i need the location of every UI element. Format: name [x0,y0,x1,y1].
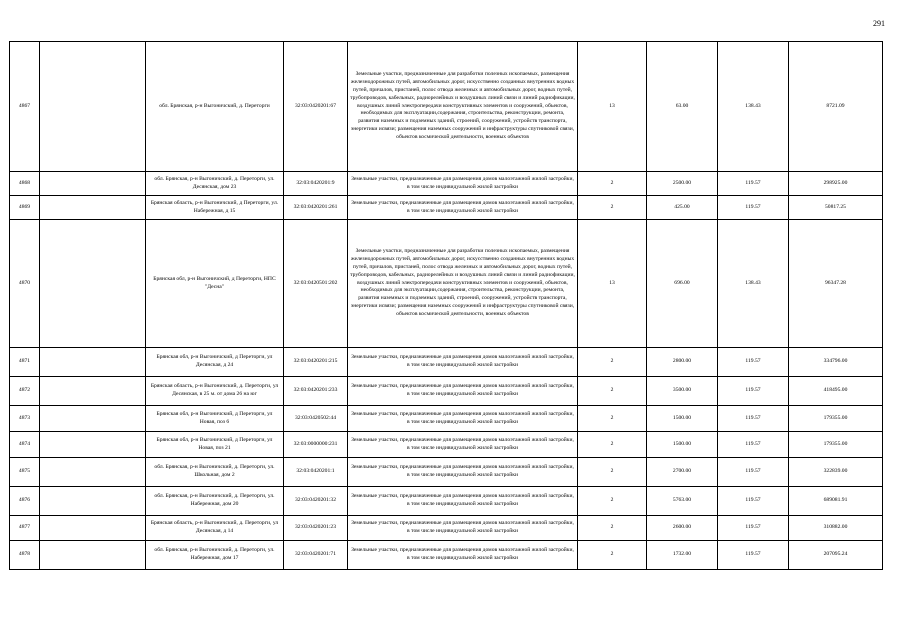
blank-cell [40,377,146,406]
cadastral-value-cell: 322839.00 [789,458,883,487]
land-use-cell: Земельные участки, предназначенные для размещения домов малоэтажной жилой застройки, в том числе индивидуальной жилой застройки [348,458,578,487]
use-code-cell: 2 [578,172,647,196]
unit-value-cell: 119.57 [718,458,789,487]
cadastral-number-cell: 32:03:0420201:233 [284,377,348,406]
row-number: 4875 [10,458,40,487]
cadastral-number-cell: 32:03:0420201:23 [284,516,348,541]
area-cell: 1500.00 [647,406,718,432]
cadastral-number-cell: 32:03:0420201:261 [284,196,348,220]
table-row [10,541,883,570]
address-cell: Брянская обл, р-н Выгоничский, д Переторги, ул Новая, поз 21 [146,432,284,458]
land-use-cell: Земельные участки, предназначенные для размещения домов малоэтажной жилой застройки, в том числе индивидуальной жилой застройки [348,348,578,377]
address-cell: Брянская область, р-н Выгоничский, д Переторги, ул. Набережная, д 15 [146,196,284,220]
use-code-cell: 13 [578,220,647,348]
unit-value-cell: 119.57 [718,406,789,432]
cadastral-value-cell: 179355.00 [789,432,883,458]
row-number: 4873 [10,406,40,432]
table-row [10,487,883,516]
cadastral-value-cell: 310882.00 [789,516,883,541]
cadastral-value-cell: 96347.28 [789,220,883,348]
cadastral-number-cell: 32:03:0420201:1 [284,458,348,487]
row-number: 4870 [10,220,40,348]
blank-cell [40,42,146,172]
row-number: 4871 [10,348,40,377]
address-cell: обл. Брянская, р-н Выгоничский, д. Переторги [146,42,284,172]
land-use-cell: Земельные участки, предназначенные для разработки полезных ископаемых, размещения железнодорожных путей, автомобильных дорог, искусственно созданных внутренних водных путей, причалов, пристаней, полос отвода железных и автомобильных дорог, водных путей, трубопроводов, кабельных, радиорелейных и воздушных линий связи и линий радиофикации, воздушных линий электропередачи конструктивных элементов и сооружений, объектов, необходимых для эксплуатации,содержания, строительства, реконструкции, ремонта, развития наземных и подземных зданий, строений, сооружений, устройств транспорта, энергетики исвязи; размещения наземных сооружений и инфраструктуры спутниковой связи, объектов космической деятельности, военных объектов [348,42,578,172]
area-cell: 2500.00 [647,172,718,196]
table-row [10,458,883,487]
blank-cell [40,172,146,196]
blank-cell [40,516,146,541]
land-use-cell: Земельные участки, предназначенные для размещения домов малоэтажной жилой застройки, в том числе индивидуальной жилой застройки [348,541,578,570]
table-row [10,406,883,432]
table-row [10,172,883,196]
row-number: 4876 [10,487,40,516]
use-code-cell: 2 [578,406,647,432]
blank-cell [40,432,146,458]
unit-value-cell: 138.43 [718,42,789,172]
land-use-cell: Земельные участки, предназначенные для размещения домов малоэтажной жилой застройки, в том числе индивидуальной жилой застройки [348,172,578,196]
page-number: 291 [873,19,885,28]
blank-cell [40,196,146,220]
blank-cell [40,487,146,516]
row-number: 4869 [10,196,40,220]
table-row [10,196,883,220]
unit-value-cell: 119.57 [718,348,789,377]
address-cell: Брянская область, р-н Выгоничский, д. Переторги, ул Десянская, в 25 м. от дома 26 на юг [146,377,284,406]
unit-value-cell: 119.57 [718,377,789,406]
blank-cell [40,458,146,487]
cadastral-number-cell: 32:03:0000000:231 [284,432,348,458]
unit-value-cell: 119.57 [718,432,789,458]
cadastral-number-cell: 32:03:0420501:202 [284,220,348,348]
cadastral-value-cell: 50817.25 [789,196,883,220]
unit-value-cell: 119.57 [718,196,789,220]
table-row [10,432,883,458]
cadastral-value-cell: 8721.09 [789,42,883,172]
area-cell: 3500.00 [647,377,718,406]
land-use-cell: Земельные участки, предназначенные для разработки полезных ископаемых, размещения железнодорожных путей, автомобильных дорог, искусственно созданных внутренних водных путей, причалов, пристаней, полос отвода железных и автомобильных дорог, водных путей, трубопроводов, кабельных, радиорелейных и воздушных линий связи и линий радиофикации, воздушных линий электропередачи конструктивных элементов и сооружений, объектов, необходимых для эксплуатации,содержания, строительства, реконструкции, ремонта, развития наземных и подземных зданий, строений, сооружений, устройств транспорта, энергетики исвязи; размещения наземных сооружений и инфраструктуры спутниковой связи, объектов космической деятельности, военных объектов [348,220,578,348]
cadastral-value-table [9,41,883,570]
area-cell: 2600.00 [647,516,718,541]
unit-value-cell: 138.43 [718,220,789,348]
cadastral-number-cell: 32:03:0420201:215 [284,348,348,377]
use-code-cell: 2 [578,196,647,220]
blank-cell [40,348,146,377]
area-cell: 1500.00 [647,432,718,458]
table-row [10,516,883,541]
blank-cell [40,220,146,348]
cadastral-number-cell: 32:03:0420201:32 [284,487,348,516]
area-cell: 2800.00 [647,348,718,377]
unit-value-cell: 119.57 [718,516,789,541]
address-cell: Брянская обл, р-н Выгоничский, д Переторги, ул Новая, поз 6 [146,406,284,432]
use-code-cell: 2 [578,348,647,377]
area-cell: 425.00 [647,196,718,220]
row-number: 4878 [10,541,40,570]
row-number: 4872 [10,377,40,406]
use-code-cell: 13 [578,42,647,172]
unit-value-cell: 119.57 [718,487,789,516]
area-cell: 63.00 [647,42,718,172]
use-code-cell: 2 [578,487,647,516]
land-use-cell: Земельные участки, предназначенные для размещения домов малоэтажной жилой застройки, в том числе индивидуальной жилой застройки [348,377,578,406]
cadastral-value-cell: 689081.91 [789,487,883,516]
cadastral-value-cell: 298925.00 [789,172,883,196]
cadastral-number-cell: 32:03:0420502:44 [284,406,348,432]
use-code-cell: 2 [578,541,647,570]
table-row [10,377,883,406]
area-cell: 1732.00 [647,541,718,570]
use-code-cell: 2 [578,458,647,487]
area-cell: 696.00 [647,220,718,348]
table-row [10,220,883,348]
cadastral-number-cell: 32:03:0420201:9 [284,172,348,196]
cadastral-value-cell: 207095.24 [789,541,883,570]
address-cell: обл. Брянская, р-н Выгоничский, д. Переторги, ул. Набережная, дом 17 [146,541,284,570]
address-cell: Брянская область, р-н Выгоничский, д. Переторги, ул Десянская, д 14 [146,516,284,541]
cadastral-value-cell: 418495.00 [789,377,883,406]
table-row [10,348,883,377]
cadastral-value-cell: 334796.00 [789,348,883,377]
address-cell: обл. Брянская, р-н Выгоничский, д. Переторги, ул. Десянская, дом 23 [146,172,284,196]
address-cell: обл. Брянская, р-н Выгоничский, д. Переторги, ул. Школьная, дом 2 [146,458,284,487]
table-body [10,42,883,570]
land-use-cell: Земельные участки, предназначенные для размещения домов малоэтажной жилой застройки, в том числе индивидуальной жилой застройки [348,432,578,458]
cadastral-value-cell: 179355.00 [789,406,883,432]
row-number: 4877 [10,516,40,541]
use-code-cell: 2 [578,516,647,541]
land-use-cell: Земельные участки, предназначенные для размещения домов малоэтажной жилой застройки, в том числе индивидуальной жилой застройки [348,406,578,432]
area-cell: 5763.00 [647,487,718,516]
land-use-cell: Земельные участки, предназначенные для размещения домов малоэтажной жилой застройки, в том числе индивидуальной жилой застройки [348,196,578,220]
row-number: 4874 [10,432,40,458]
unit-value-cell: 119.57 [718,541,789,570]
row-number: 4868 [10,172,40,196]
cadastral-number-cell: 32:03:0420201:67 [284,42,348,172]
address-cell: обл. Брянская, р-н Выгоничский, д. Переторги, ул. Набережная, дом 20 [146,487,284,516]
unit-value-cell: 119.57 [718,172,789,196]
land-use-cell: Земельные участки, предназначенные для размещения домов малоэтажной жилой застройки, в том числе индивидуальной жилой застройки [348,487,578,516]
blank-cell [40,541,146,570]
address-cell: Брянская обл, р-н Выгоничский, д Переторги, ул Десянская, д 24 [146,348,284,377]
use-code-cell: 2 [578,377,647,406]
address-cell: Брянская обл, р-н Выгоничский, д Переторги, НПС "Десна" [146,220,284,348]
cadastral-number-cell: 32:03:0420201:71 [284,541,348,570]
area-cell: 2700.00 [647,458,718,487]
use-code-cell: 2 [578,432,647,458]
land-use-cell: Земельные участки, предназначенные для размещения домов малоэтажной жилой застройки, в том числе индивидуальной жилой застройки [348,516,578,541]
table-row [10,42,883,172]
blank-cell [40,406,146,432]
row-number: 4867 [10,42,40,172]
